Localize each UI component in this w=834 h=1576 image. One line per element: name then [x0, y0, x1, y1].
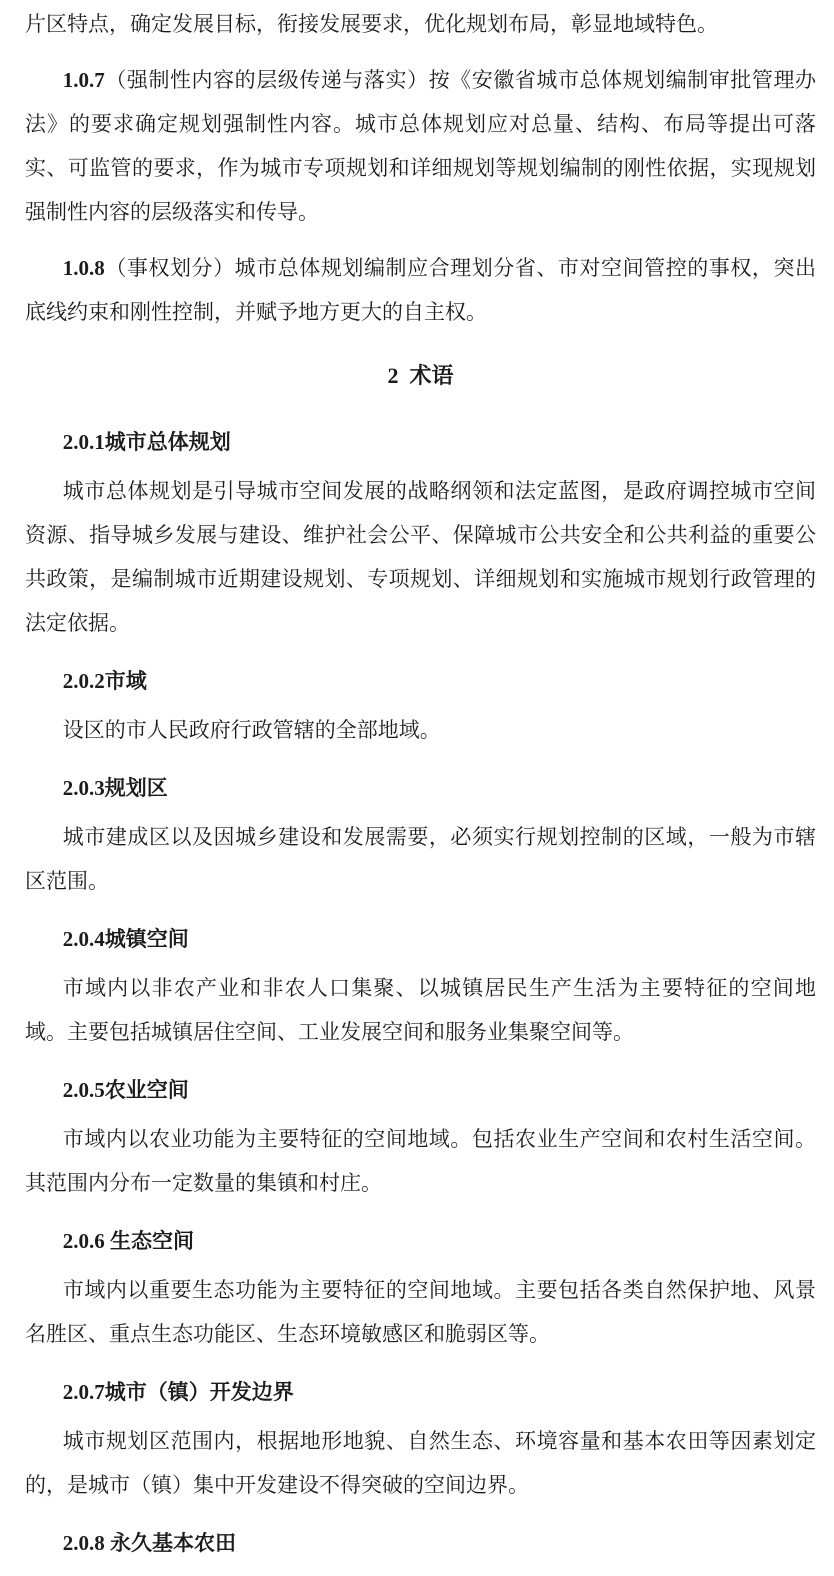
- term-definition-2-0-2: 设区的市人民政府行政管辖的全部地域。: [62, 718, 441, 742]
- term-heading-2-0-3: 2.0.3规划区: [62, 776, 168, 800]
- term-heading-2-0-5: 2.0.5农业空间: [62, 1078, 189, 1102]
- clause-text: （强制性内容的层级传递与落实）按《安徽省城市总体规划编制审批管理办法》的要求确定规划强制性内容。城市总体规划应对总量、结构、布局等提出可落实、可监管的要求，作为城市专项规划和详细规划等规划编制的刚性依据，实现规划强制性内容的层级落实和传导。: [25, 68, 816, 224]
- term-heading-2-0-7: 2.0.7城市（镇）开发边界: [62, 1380, 294, 1404]
- chapter-heading-terms: 2 术语: [387, 363, 454, 388]
- term-heading-2-0-1: 2.0.1城市总体规划: [62, 430, 231, 454]
- term-heading-2-0-4: 2.0.4城镇空间: [62, 927, 189, 951]
- term-definition-2-0-4: 市域内以非农产业和非农人口集聚、以城镇居民生产生活为主要特征的空间地域。主要包括城镇居住空间、工业发展空间和服务业集聚空间等。: [25, 976, 816, 1044]
- term-definition-2-0-5: 市域内以农业功能为主要特征的空间地域。包括农业生产空间和农村生活空间。其范围内分布一定数量的集镇和村庄。: [25, 1127, 816, 1195]
- term-definition-2-0-3: 城市建成区以及因城乡建设和发展需要，必须实行规划控制的区域，一般为市辖区范围。: [25, 825, 816, 893]
- term-heading-2-0-6: 2.0.6 生态空间: [62, 1229, 195, 1253]
- term-definition-2-0-6: 市域内以重要生态功能为主要特征的空间地域。主要包括各类自然保护地、风景名胜区、重点生态功能区、生态环境敏感区和脆弱区等。: [25, 1278, 816, 1346]
- clause-number: 1.0.7: [62, 68, 105, 92]
- intro-paragraph: 片区特点，确定发展目标，衔接发展要求，优化规划布局，彰显地域特色。: [25, 12, 718, 36]
- term-definition-2-0-7: 城市规划区范围内，根据地形地貌、自然生态、环境容量和基本农田等因素划定的，是城市（镇）集中开发建设不得突破的空间边界。: [25, 1429, 816, 1497]
- term-definition-2-0-1: 城市总体规划是引导城市空间发展的战略纲领和法定蓝图，是政府调控城市空间资源、指导城乡发展与建设、维护社会公平、保障城市公共安全和公共利益的重要公共政策，是编制城市近期建设规划、专项规划、详细规划和实施城市规划行政管理的法定依据。: [25, 479, 816, 635]
- clause-1-0-7: [25, 58, 816, 234]
- clause-1-0-8: [25, 246, 816, 334]
- clause-text: （事权划分）城市总体规划编制应合理划分省、市对空间管控的事权，突出底线约束和刚性控制，并赋予地方更大的自主权。: [25, 256, 816, 324]
- clause-number: 1.0.8: [62, 256, 105, 280]
- document-page: [25, 2, 816, 1565]
- term-heading-2-0-2: 2.0.2市域: [62, 669, 147, 693]
- term-heading-2-0-8: 2.0.8 永久基本农田: [62, 1531, 237, 1555]
